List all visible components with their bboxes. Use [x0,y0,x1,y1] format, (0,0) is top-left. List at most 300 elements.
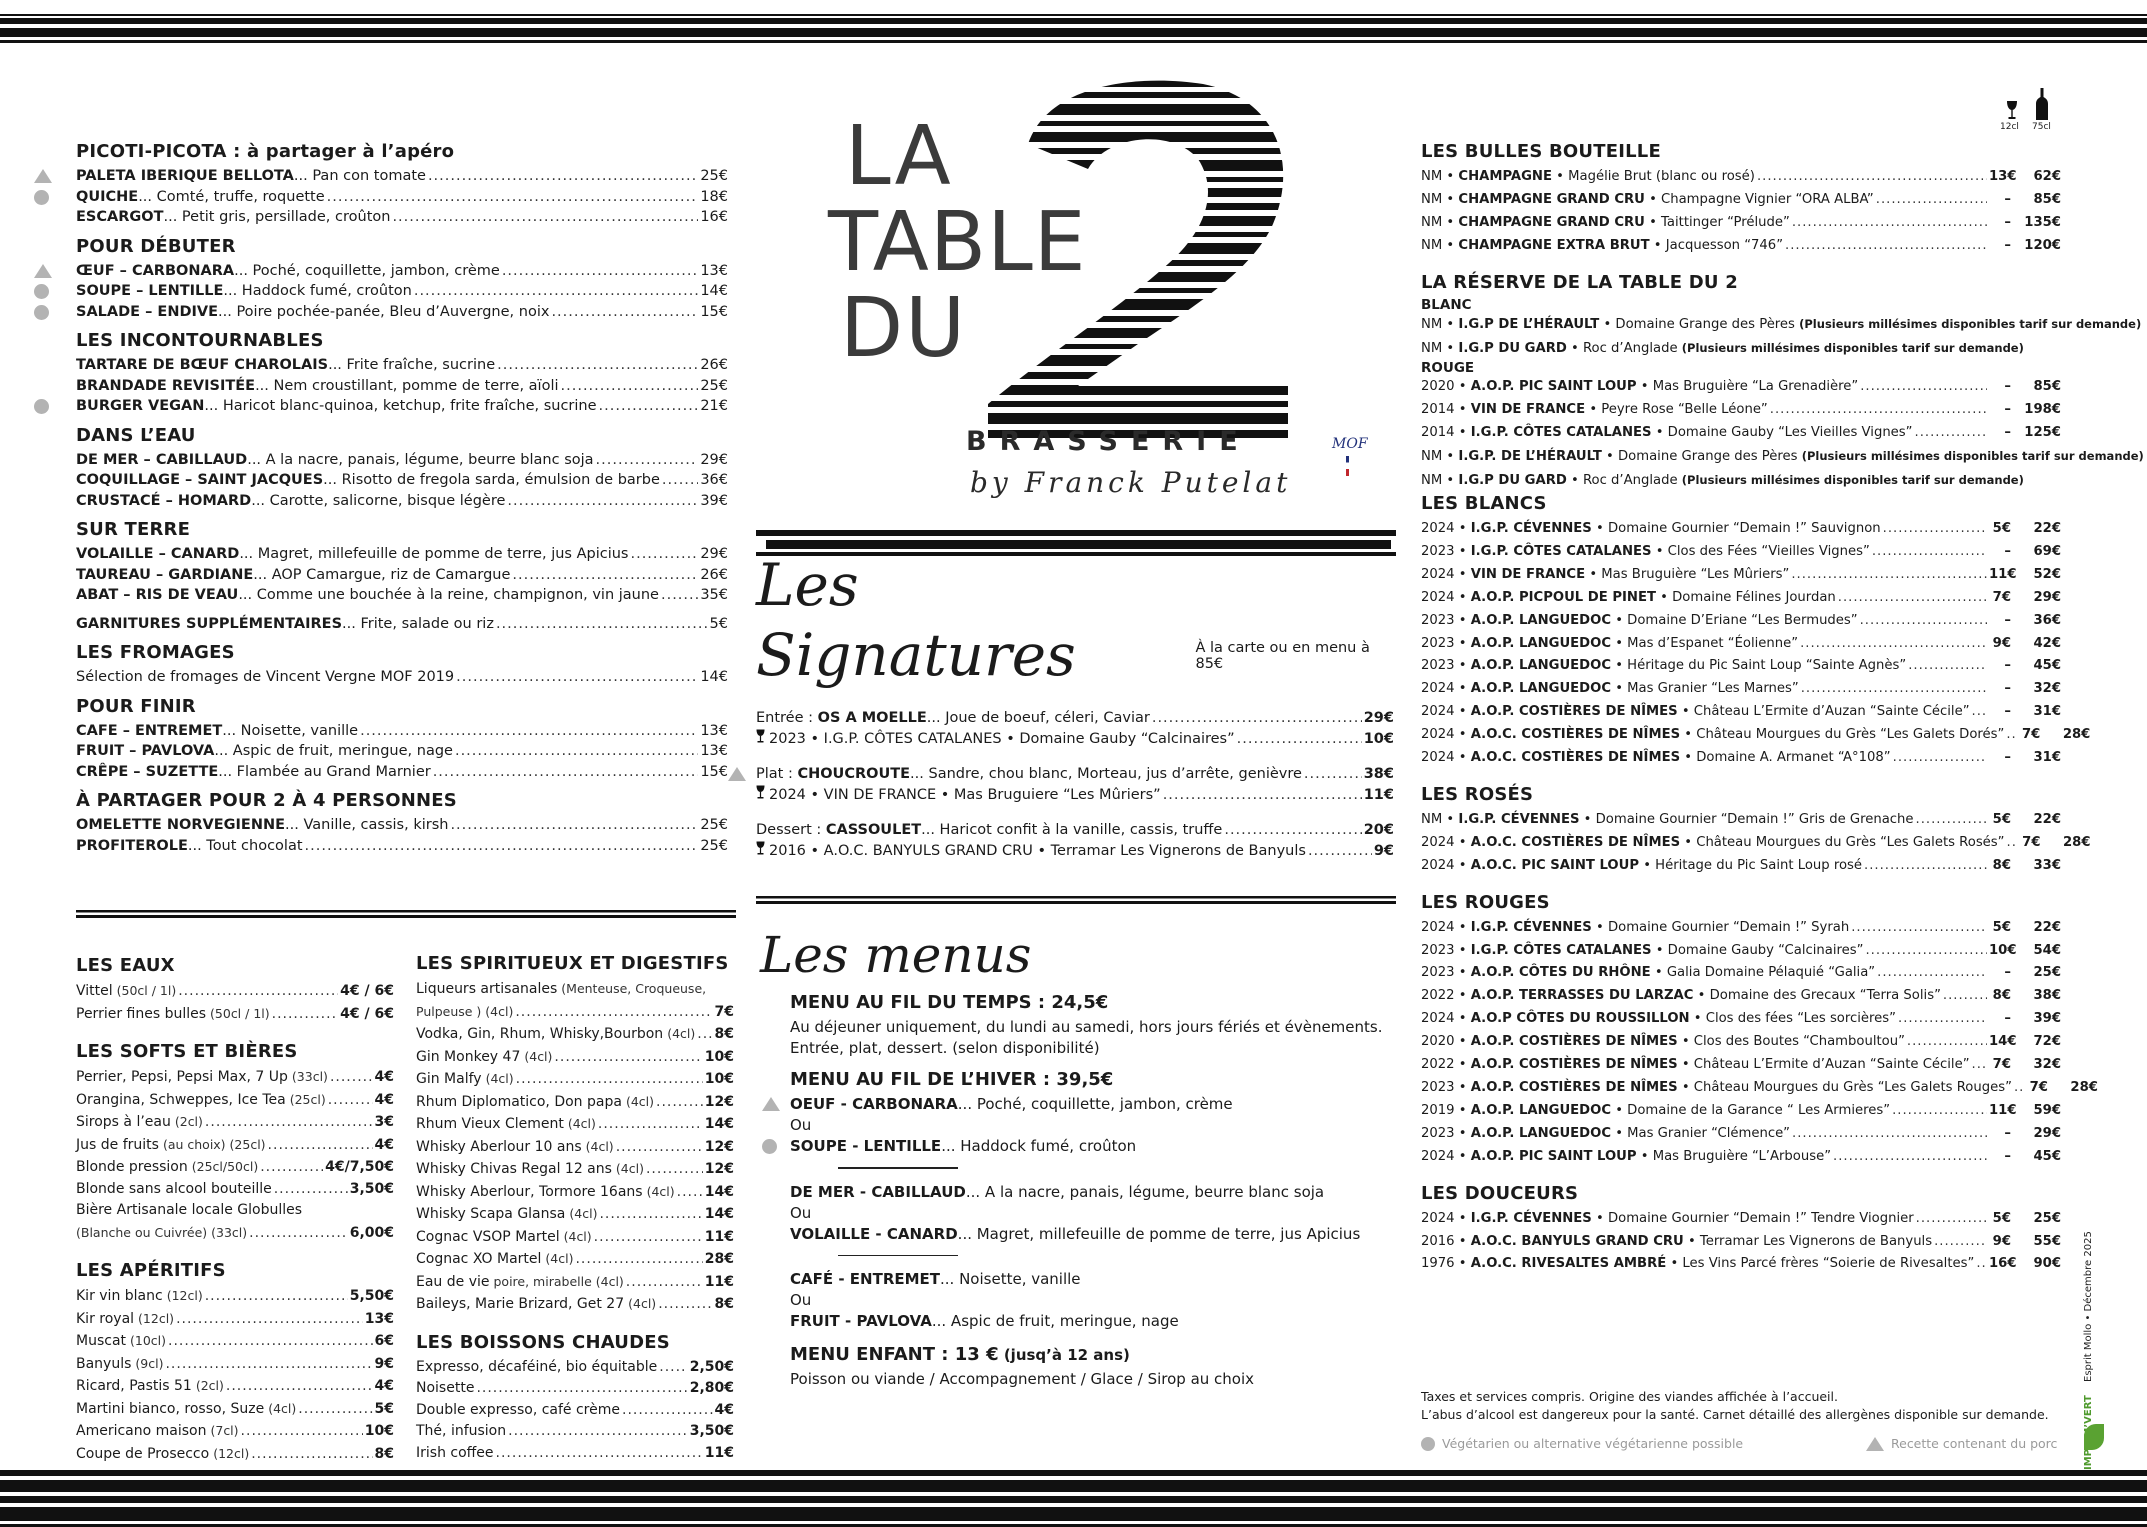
wine-producer: • Roc d’Anglade [1566,473,1682,489]
item-price: 29€ [700,546,728,562]
item-description: ... Poché, coquillette, jambon, crème [234,262,500,279]
wine-label [1421,1008,1896,1031]
menu-item [76,396,728,417]
item-description: ... Comté, truffe, roquette [138,188,325,205]
item-price: 13€ [700,722,728,739]
bottle-price: 135€ [2024,214,2061,230]
leader-dots [697,1024,712,1046]
wine-producer: • Peyre Rose “Belle Léone” [1585,402,1768,418]
wine-vintage: 2024 • [1421,1011,1471,1027]
item-name: PROFITEROLE [76,837,188,854]
item-price: 5€ [709,615,728,632]
wine-item [1421,1100,2061,1123]
wine-section [1421,1183,2061,1277]
wine-price-header [1998,88,2062,134]
wine-producer: • Mas Bruguière “L’Arbouse” [1636,1148,1832,1164]
item-name: QUICHE [76,188,139,205]
wine-producer: • Mas Bruguière “La Grenadière” [1636,379,1859,395]
dish-description: ... Sandre, chou blanc, Morteau, jus d’arrête, genièvre [910,766,1302,782]
menu-2-starters [790,1094,1410,1157]
footer-line-2: L’abus d’alcool est dangereux pour la santé. Carnet détaillé des allergènes disponible sur demande. [1421,1407,2049,1422]
wine-vintage: 2023 • [1421,1080,1471,1095]
drink-price: 9€ [374,1355,394,1372]
item-name: BRANDADE REVISITÉE [76,377,256,394]
glass-price: – [2004,402,2011,418]
drink-label [76,1134,266,1157]
course-label: Plat : [756,766,798,782]
glass-price: 14€ [1989,1034,2017,1050]
wine-comment: (Plusieurs millésimes disponibles tarif sur demande) [1681,473,2024,488]
drink-item [416,1357,734,1379]
veg-dot-icon [1421,1437,1435,1451]
drink-price: 11€ [704,1228,734,1245]
glass-price: – [2004,658,2011,674]
menu-item [76,585,728,606]
bottle-price: 69€ [2033,543,2061,559]
wine-producer: • Mas Bruguière “Les Mûriers” [1585,566,1790,582]
wine-appellation: A.O.P. LANGUEDOC [1470,681,1611,697]
wine-label [1421,1253,1974,1276]
drink-name: Irish coffee [416,1444,494,1461]
leader-dots [646,1159,703,1181]
dish-description: ... Haricot confit à la vanille, cassis, truffe [921,822,1223,838]
wine-producer: • Clos des fées “Les sorcières” [1689,1011,1896,1027]
wine-item [1421,678,2061,701]
wine-item [1421,469,2061,493]
drink-label [76,1330,166,1353]
leader-dots [1851,917,1987,940]
center-divider-mid [756,896,1396,905]
menu-1-title: MENU AU FIL DU TEMPS : 24,5€ [790,992,1109,1013]
wine-label [1421,376,1858,399]
course-description: Ou [790,1116,812,1134]
item-label [76,302,549,323]
wine-label [1421,962,1875,985]
drink-name: Bière Artisanale locale Globulles [76,1202,303,1218]
veg-dot-icon [34,190,49,205]
wine-label [1421,724,2004,747]
drink-label [76,1066,328,1089]
wine-appellation: A.O.P. CÔTES DU RHÔNE [1470,965,1651,981]
legend-veg [1421,1436,1866,1451]
glass-price: – [2004,543,2011,559]
wine-section [1421,141,2061,258]
wine-label [1421,678,1799,701]
wine-producer: • Mas Granier “Les Marnes” [1611,681,1799,697]
wine-color-subtitle: ROUGE [1421,360,1475,377]
item-name: ESCARGOT [76,209,164,225]
drink-name: Vodka, Gin, Rhum, Whisky,Bourbon [416,1026,664,1042]
wine-vintage: NM • [1421,214,1459,230]
course-description: ... Magret, millefeuille de pomme de terre, jus Apicius [957,1224,1361,1243]
item-label [76,166,426,187]
drink-name: Coupe de Prosecco [76,1445,210,1462]
wine-vintage: NM • [1421,169,1459,184]
dish-price: 10€ [1363,731,1394,747]
item-description: ... Frite, salade ou riz [342,615,494,632]
wine-appellation: I.G.P. CÔTES CATALANES [1470,543,1652,559]
dish-name: CASSOULET [825,822,922,838]
dish-price: 20€ [1363,822,1394,838]
pork-triangle-icon [728,767,746,781]
leader-dots [1792,212,1987,235]
dish-description: 2024 • VIN DE FRANCE • Mas Bruguiere “Les Mûriers” [769,787,1161,803]
pork-triangle-icon [34,169,52,183]
menu-item [76,450,728,471]
legend-pork [1866,1436,2057,1451]
wine-appellation: A.O.C. COSTIÈRES DE NÎMES [1470,834,1681,850]
wine-label [1421,655,1906,678]
glass-price: 13€ [1989,169,2017,184]
wine-appellation: I.G.P. CÉVENNES [1470,520,1592,536]
leader-dots [1893,747,1987,770]
wine-appellation: A.O.P. COSTIÈRES DE NÎMES [1470,1080,1678,1095]
wine-appellation: A.O.P. PICPOUL DE PINET [1470,589,1656,605]
wine-appellation: I.G.P DU GARD [1458,340,1567,356]
drink-volume: (12cl) [213,1445,250,1461]
item-description: ... Flambée au Grand Marnier [218,763,431,780]
drink-name: Blonde pression [76,1159,188,1175]
leader-dots [168,1331,372,1353]
drink-item [76,1003,394,1026]
item-name: CAFE – ENTREMET [76,722,223,739]
wine-appellation: CHAMPAGNE GRAND CRU [1458,191,1645,207]
wine-vintage: 2024 • [1421,704,1471,720]
wine-appellation: I.G.P. CÉVENNES [1458,811,1580,827]
wine-label [1421,541,1870,564]
leader-dots [1770,399,1987,422]
signature-wine-pairing [756,729,1394,750]
wine-item [1421,724,2091,747]
section-title: LES BLANCS [1421,492,1547,514]
wine-vintage: 2014 • [1421,402,1471,418]
drink-item [76,1308,394,1331]
menu-1-line-1: Au déjeuner uniquement, du lundi au samedi, hors jours fériés et évènements. [790,1018,1383,1036]
wine-item [1421,985,2061,1008]
bottle-price: 25€ [2033,1210,2061,1226]
drink-name: Whisky Chivas Regal 12 ans [416,1161,612,1177]
drink-name: Double expresso, café crème [416,1401,620,1418]
wine-item [1421,564,2061,587]
leader-dots [176,1309,363,1331]
wine-producer: • Domaine Gauby “Calcinaires” [1651,942,1864,958]
wine-vintage: 2016 • [1421,1233,1471,1249]
wine-vintage: 2024 • [1421,681,1471,697]
leader-dots [596,450,699,471]
drink-name: Rhum Vieux Clement [416,1116,564,1132]
wine-label [1421,399,1768,422]
drink-item [416,1046,734,1069]
logo-line-la: LA [845,109,953,204]
leader-dots [659,1357,687,1379]
menu-item [76,614,728,635]
wine-producer: • Mas Granier “Clémence” [1611,1125,1791,1141]
drink-name: Orangina, Schweppes, Ice Tea [76,1091,286,1108]
dish-name: OS A MOELLE [817,710,927,726]
wine-appellation: VIN DE FRANCE [1470,402,1586,418]
drink-label [416,1001,513,1024]
drink-item [416,1113,734,1136]
bottle-price: 39€ [2033,1011,2061,1027]
wine-producer: • Domaine A. Armanet “A°108” [1680,750,1891,766]
wine-item [1421,1054,2061,1077]
menu-course-line [790,1311,1410,1332]
food-section [76,330,728,417]
drink-label [416,1023,695,1046]
drink-name: Martini bianco, rosso, Suze [76,1400,265,1417]
item-label [76,815,448,836]
wine-producer: • Champagne Vignier “ORA ALBA” [1644,191,1874,207]
drink-label [76,1443,249,1466]
course-description: ... Aspic de fruit, meringue, nage [931,1312,1179,1330]
menu-item [76,470,728,491]
wine-producer: • Château Mourgues du Grès “Les Galets Rouges” [1677,1080,2012,1095]
drink-name: Vittel [76,983,113,999]
leader-dots [658,1294,712,1316]
item-label [76,762,431,783]
drink-label [416,1136,614,1159]
item-name: TARTARE DE BŒUF CHAROLAIS [76,357,329,373]
bottle-price: 62€ [2033,169,2061,184]
wine-appellation: A.O.P. PIC SAINT LOUP [1470,379,1637,395]
drink-price: 5€ [374,1400,394,1417]
drink-item [416,1271,734,1294]
leader-dots [1860,610,1987,633]
drinks-section [76,1260,394,1465]
drink-item [76,1089,394,1112]
wine-producer: • Château Mourgues du Grès “Les Galets Rosés” [1680,834,2005,850]
wine-label [1421,809,1914,832]
section-title: LES APÉRITIFS [76,1260,226,1281]
leader-dots [476,1378,687,1400]
wine-appellation: I.G.P. CÉVENNES [1470,919,1592,935]
drink-item [416,1443,734,1465]
bottle-price: 125€ [2024,425,2061,441]
item-description: ... AOP Camargue, riz de Camargue [253,566,511,583]
section-title: LES EAUX [76,955,175,976]
drink-price: 10€ [704,1048,734,1065]
drink-label [416,1113,596,1136]
drink-item [76,1156,394,1179]
item-description: ... Risotto de fregola sarda, émulsion de barbe [323,472,660,488]
mof-text: MOF [1332,436,1368,452]
item-name: OMELETTE NORVEGIENNE [76,817,286,833]
item-description: ... Nem croustillant, pomme de terre, aïoli [255,377,559,394]
item-description: ... Petit gris, persillade, croûton [163,209,391,225]
drink-item [76,1111,394,1134]
leader-dots [1934,1231,1987,1254]
wine-label [1421,940,1863,963]
item-price: 39€ [700,492,728,509]
drink-name: Kir royal [76,1310,135,1327]
wine-section [1421,360,2144,493]
wine-label [1421,985,1941,1008]
signature-label [756,820,1222,841]
wine-label [1421,587,1836,610]
bottle-volume-label: 75cl [2032,122,2051,132]
drink-label [76,1200,302,1222]
section-title: LES ROUGES [1421,891,1550,913]
leader-dots [497,355,698,376]
item-description: ... Vanille, cassis, kirsh [285,817,449,833]
mof-flag-icon [1346,456,1349,476]
drink-name: Expresso, décaféiné, bio équitable [416,1358,658,1375]
leader-dots [2014,1077,2024,1100]
leader-dots [1838,587,1987,610]
wine-appellation: I.G.P DU GARD [1458,473,1567,489]
wine-producer: • Héritage du Pic Saint Loup “Sainte Agnès” [1611,658,1907,674]
wine-vintage: 1976 • [1421,1256,1471,1272]
leader-dots [1898,1008,1987,1031]
wine-producer: • Terramar Les Vignerons de Banyuls [1683,1233,1933,1249]
wine-bottle-icon [2036,88,2048,120]
glass-price: – [2004,1125,2011,1141]
item-price: 35€ [700,587,728,603]
wine-vintage: 2024 • [1421,566,1471,582]
leader-dots [508,1421,688,1443]
item-description: ... Frite fraîche, sucrine [328,357,496,373]
leader-dots [1308,841,1372,862]
wine-vintage: 2024 • [1421,727,1471,743]
wine-appellation: CHAMPAGNE [1458,169,1552,184]
drink-item [76,1398,394,1421]
course-description: ... A la nacre, panais, légume, beurre blanc soja [965,1182,1325,1201]
wine-item [1421,1031,2061,1054]
dish-price: 38€ [1363,766,1394,782]
item-price: 21€ [700,398,728,414]
wine-label [1421,212,1790,235]
menu-item [76,667,728,688]
drink-price: 4€ / 6€ [340,1005,394,1022]
drink-label [416,1203,597,1226]
wine-appellation: CHAMPAGNE GRAND CRU [1458,214,1645,230]
wine-appellation: A.O.P. COSTIÈRES DE NÎMES [1470,1034,1678,1050]
wine-label [1421,855,1862,878]
wine-item [1421,610,2061,633]
leader-dots [1915,422,1988,445]
item-label [76,721,358,742]
menu-item [76,187,728,208]
item-label [76,491,505,512]
drink-label [416,1293,656,1316]
item-name: BURGER VEGAN [76,398,205,414]
wine-vintage: 2024 • [1421,750,1471,766]
wine-item [1421,962,2061,985]
leader-dots [551,302,698,323]
drink-label [416,1421,506,1443]
leader-dots [178,981,338,1003]
wine-item [1421,1208,2061,1231]
leader-dots [268,1135,373,1157]
leader-dots [1865,940,1987,963]
wine-vintage: NM • [1421,473,1459,489]
left-divider [76,910,736,919]
wine-vintage: 2024 • [1421,919,1471,935]
wine-vintage: 2014 • [1421,425,1471,441]
wine-producer: • Domaine D’Eriane “Les Bermudes” [1611,612,1858,628]
drink-label [76,1156,258,1179]
leader-dots [515,1002,712,1024]
item-label [76,355,495,376]
leader-dots [2006,724,2016,747]
wine-label [1421,917,1849,940]
item-description: ... Tout chocolat [187,837,303,854]
glass-price: 16€ [1989,1256,2017,1272]
item-label [76,396,597,417]
leader-dots [241,1421,363,1443]
drink-name: Gin Malfy [416,1071,482,1087]
drink-price: 7€ [714,1003,734,1020]
leader-dots [1916,809,1987,832]
wine-label [1421,1146,1831,1169]
wine-glass-icon [756,787,765,803]
drink-item [76,1375,394,1398]
drink-label [416,1400,620,1422]
drink-volume: (33cl) [291,1069,328,1084]
wine-glass-icon [756,843,765,859]
leader-dots [1864,855,1987,878]
wine-appellation: I.G.P. DE L’HÉRAULT [1458,449,1602,465]
drink-volume: (4cl) [628,1296,657,1311]
wine-item [1421,518,2061,541]
wine-producer: • Roc d’Anglade [1566,340,1682,356]
leader-dots [1916,1208,1987,1231]
bottle-price: 32€ [2033,681,2061,697]
item-price: 29€ [700,451,728,468]
item-description: ... Comme une bouchée à la reine, champignon, vin jaune [238,587,659,603]
dish-price: 11€ [1363,787,1394,803]
leader-dots [2007,832,2017,855]
leader-dots [616,1137,703,1159]
drink-name: Thé, infusion [416,1423,507,1439]
drinks-column-left [76,955,394,1481]
leader-dots [328,1090,373,1112]
wine-label [1421,1208,1914,1231]
drink-price: 4€ / 6€ [340,983,394,999]
leader-dots [450,815,698,836]
food-section [76,642,728,688]
leader-dots [414,281,698,302]
leader-dots [594,1227,703,1249]
section-title: POUR DÉBUTER [76,235,236,257]
drink-name: Eau de vie [416,1273,490,1290]
legend-veg-label: Végétarien ou alternative végétarienne possible [1442,1436,1744,1451]
leader-dots [1163,785,1362,806]
course-description: ... Poché, coquillette, jambon, crème [957,1095,1233,1113]
leader-dots [1785,235,1987,258]
wine-item [1421,189,2061,212]
section-title: POUR FINIR [76,695,196,717]
drink-volume: (4cl) [585,1138,614,1154]
glass-price: 7€ [2022,727,2041,743]
leader-dots [599,396,699,417]
drink-volume: (4cl) [268,1400,297,1416]
section-title: LES DOUCEURS [1421,1182,1579,1204]
drink-item [76,1330,394,1353]
drink-price: 4€ [374,1069,394,1085]
leader-dots [575,1249,702,1271]
drink-volume: (25cl) [289,1091,326,1107]
drink-price: 8€ [714,1026,734,1042]
drink-price: 28€ [704,1251,734,1267]
drink-price: 5,50€ [349,1288,394,1304]
wine-item [1421,1231,2061,1254]
signatures-title: Les Signatures [756,551,1076,689]
glass-price: – [2004,379,2011,395]
bottle-price: 72€ [2033,1034,2061,1050]
wine-vintage: NM • [1421,191,1459,207]
drink-label [76,1375,224,1398]
